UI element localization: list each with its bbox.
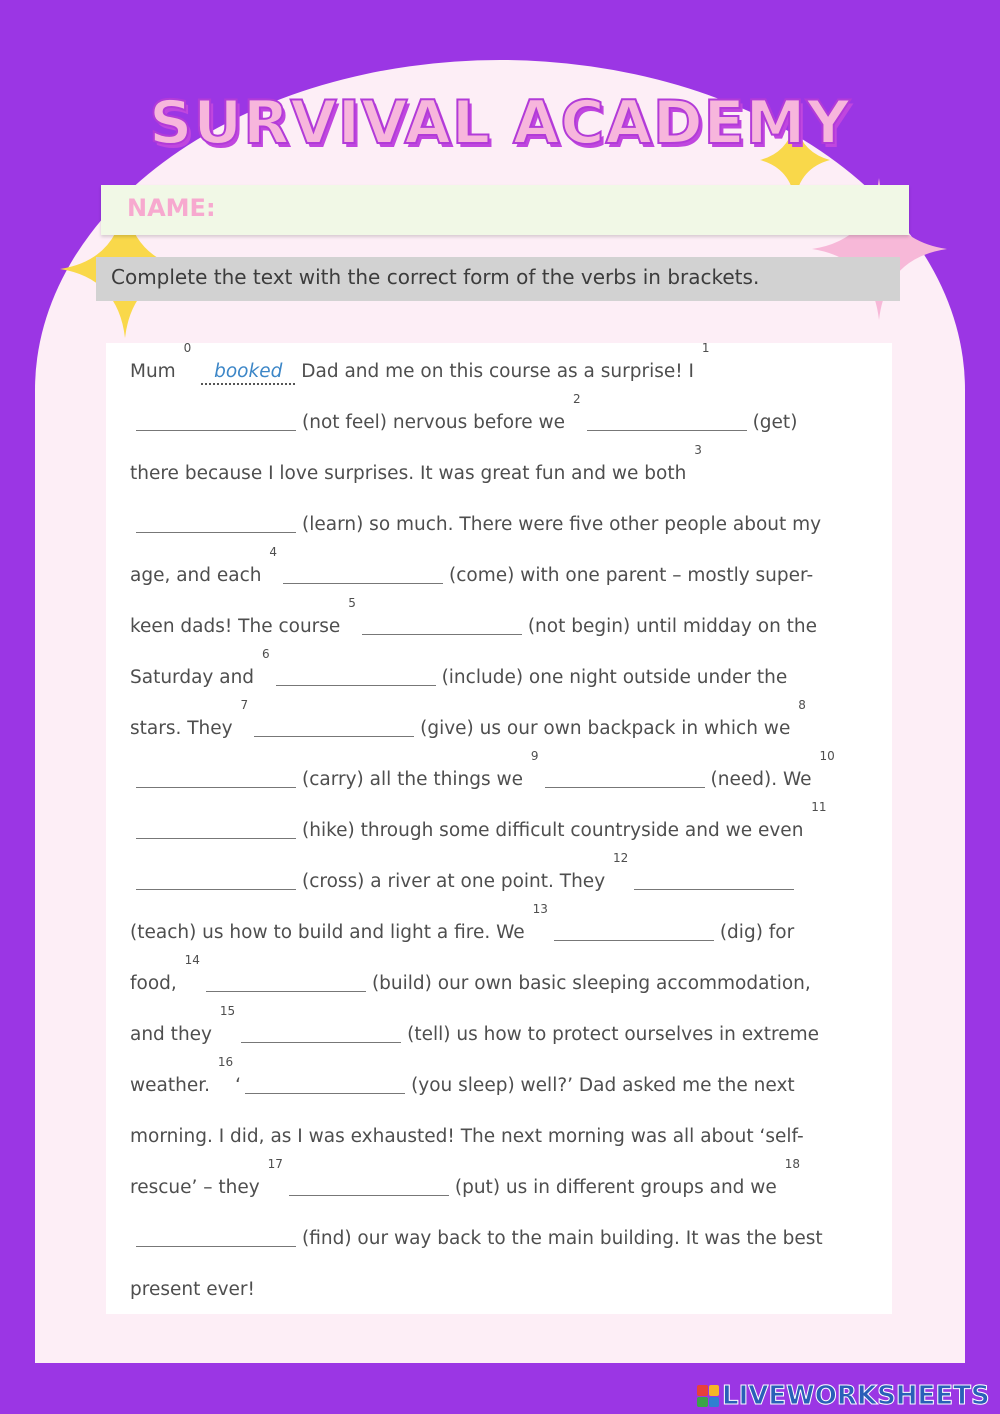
question-number: 13 [532, 902, 548, 916]
text-line [130, 902, 795, 958]
text-line [130, 1213, 823, 1264]
answer-blank[interactable] [545, 769, 705, 788]
text-line [130, 647, 788, 703]
text-segment: (need). We [710, 769, 818, 790]
text-segment: stars. They [130, 718, 239, 739]
text-line [130, 1111, 804, 1162]
text-line [130, 341, 712, 397]
question-number: 14 [184, 953, 200, 967]
page-title: SURVIVAL ACADEMY [149, 88, 851, 158]
text-segment: (tell) us how to protect ourselves in extreme [407, 1024, 819, 1045]
name-label: NAME: [127, 194, 216, 222]
text-segment: weather. [130, 1075, 216, 1096]
liveworksheets-logo-text: LIVEWORKSHEETS [722, 1381, 990, 1411]
question-number: 9 [530, 749, 539, 763]
exercise-card [106, 343, 892, 1314]
instruction-text: Complete the text with the correct form of the verbs in brackets. [111, 265, 760, 289]
answer-blank[interactable] [206, 973, 366, 992]
text-segment: Saturday and [130, 667, 260, 688]
text-segment: (cross) a river at one point. They [302, 871, 612, 892]
text-segment: rescue’ – they [130, 1177, 266, 1198]
question-number: 16 [217, 1055, 234, 1069]
text-segment: and they [130, 1024, 218, 1045]
answer-blank[interactable] [554, 922, 714, 941]
text-segment: (put) us in different groups and we [454, 1177, 783, 1198]
text-segment: (not feel) nervous before we [302, 412, 571, 433]
text-segment: Mum [130, 361, 182, 382]
question-number: 11 [811, 800, 827, 814]
text-line [130, 545, 814, 601]
text-line [130, 1264, 255, 1315]
question-number: 12 [613, 851, 629, 865]
answer-blank[interactable] [136, 871, 296, 890]
text-segment: (come) with one parent – mostly super- [449, 565, 814, 586]
text-segment: age, and each [130, 565, 268, 586]
text-line [130, 443, 704, 499]
text-segment: (include) one night outside under the [441, 667, 788, 688]
text-line [130, 851, 800, 907]
answer-blank[interactable] [136, 514, 296, 533]
liveworksheets-logo [697, 1382, 990, 1410]
text-segment: keen dads! The course [130, 616, 347, 637]
answer-blank[interactable] [362, 616, 522, 635]
text-line [130, 596, 818, 652]
question-number: 7 [240, 698, 249, 712]
text-segment: (hike) through some difficult countryside and we even [302, 820, 810, 841]
question-number: 3 [694, 443, 702, 457]
answer-blank[interactable] [241, 1024, 401, 1043]
text-line [130, 1157, 802, 1213]
text-segment: (give) us our own backpack in which we [420, 718, 797, 739]
text-line [130, 749, 837, 805]
text-segment: Dad and me on this course as a surprise! I [301, 361, 700, 382]
text-segment: (you sleep) well?’ Dad asked me the next [411, 1075, 795, 1096]
text-line [130, 499, 821, 550]
text-segment: there because I love surprises. It was great fun and we both [130, 463, 693, 484]
question-number: 2 [572, 392, 581, 406]
answer-blank[interactable] [276, 667, 436, 686]
text-segment: (not begin) until midday on the [527, 616, 818, 637]
answer-blank[interactable] [289, 1177, 449, 1196]
text-segment: morning. I did, as I was exhausted! The next morning was all about ‘self- [130, 1126, 804, 1147]
question-number: 15 [219, 1004, 236, 1018]
question-number: 6 [261, 647, 270, 661]
liveworksheets-logo-icon [697, 1385, 719, 1407]
question-number: 10 [819, 749, 835, 763]
text-segment: (teach) us how to build and light a fire. We [130, 922, 531, 943]
text-line [130, 1004, 819, 1060]
example-answer: booked [201, 361, 295, 385]
question-number: 5 [348, 596, 356, 610]
text-segment: ‘ [235, 1075, 242, 1096]
text-segment: (carry) all the things we [302, 769, 529, 790]
text-line [130, 698, 808, 754]
answer-blank[interactable] [587, 412, 747, 431]
text-segment: present ever! [130, 1279, 255, 1300]
answer-blank[interactable] [136, 1228, 296, 1247]
text-line [130, 392, 798, 448]
answer-blank[interactable] [634, 871, 794, 890]
text-line [130, 800, 829, 856]
text-line [130, 1055, 795, 1111]
text-line [130, 953, 811, 1009]
question-number: 8 [798, 698, 806, 712]
instruction-bar [96, 257, 900, 301]
text-segment: (find) our way back to the main building. It was the best [302, 1228, 823, 1249]
answer-blank[interactable] [136, 769, 296, 788]
question-number: 18 [784, 1157, 800, 1171]
answer-blank[interactable] [254, 718, 414, 737]
text-segment: (build) our own basic sleeping accommodation, [371, 973, 811, 994]
text-segment: (get) [752, 412, 798, 433]
answer-blank[interactable] [283, 565, 443, 584]
name-field[interactable] [101, 185, 909, 235]
text-segment: food, [130, 973, 183, 994]
text-segment: (learn) so much. There were five other people about my [302, 514, 822, 535]
text-segment: (dig) for [719, 922, 795, 943]
question-number: 17 [267, 1157, 283, 1171]
answer-blank[interactable] [136, 820, 296, 839]
question-number: 4 [269, 545, 278, 559]
answer-blank[interactable] [245, 1075, 405, 1094]
question-number: 0 [183, 341, 192, 355]
answer-blank[interactable] [136, 412, 296, 431]
question-number: 1 [701, 341, 710, 355]
